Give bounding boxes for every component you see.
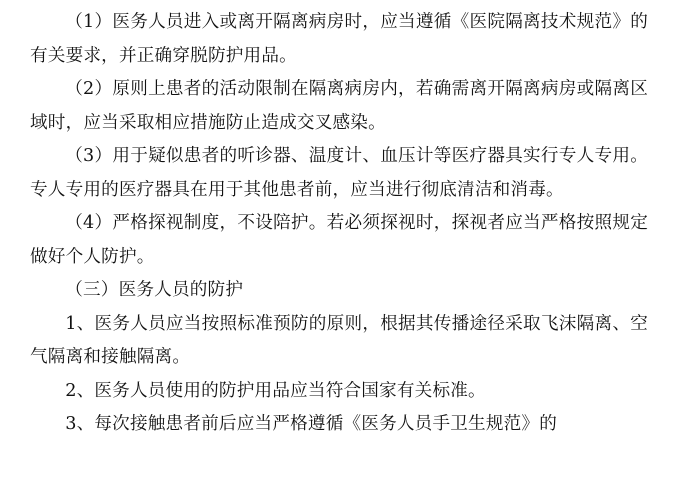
document-body [30,6,654,442]
paragraph: 3、每次接触患者前后应当严格遵循《医务人员手卫生规范》的 [65,414,558,434]
paragraph: 2、医务人员使用的防护用品应当符合国家有关标准。 [65,380,486,401]
paragraph: 1、医务人员应当按照标准预防的原则，根据其传播途径采取飞沫隔离、空气隔离和接触隔离。 [30,313,648,367]
paragraph: （2）原则上患者的活动限制在隔离病房内，若确需离开隔离病房或隔离区域时，应当采取相应措施防止造成交叉感染。 [30,79,648,133]
paragraph: （1）医务人员进入或离开隔离病房时，应当遵循《医院隔离技术规范》的有关要求，并正确穿脱防护用品。 [30,12,648,66]
paragraph: （4）严格探视制度，不设陪护。若必须探视时，探视者应当严格按照规定做好个人防护。 [30,213,648,267]
section-heading: （三）医务人员的防护 [65,280,244,300]
paragraph: （3）用于疑似患者的听诊器、温度计、血压计等医疗器具实行专人专用。 专人专用的医疗器具在用于其他患者前，应当进行彻底清洁和消毒。 [30,146,654,200]
